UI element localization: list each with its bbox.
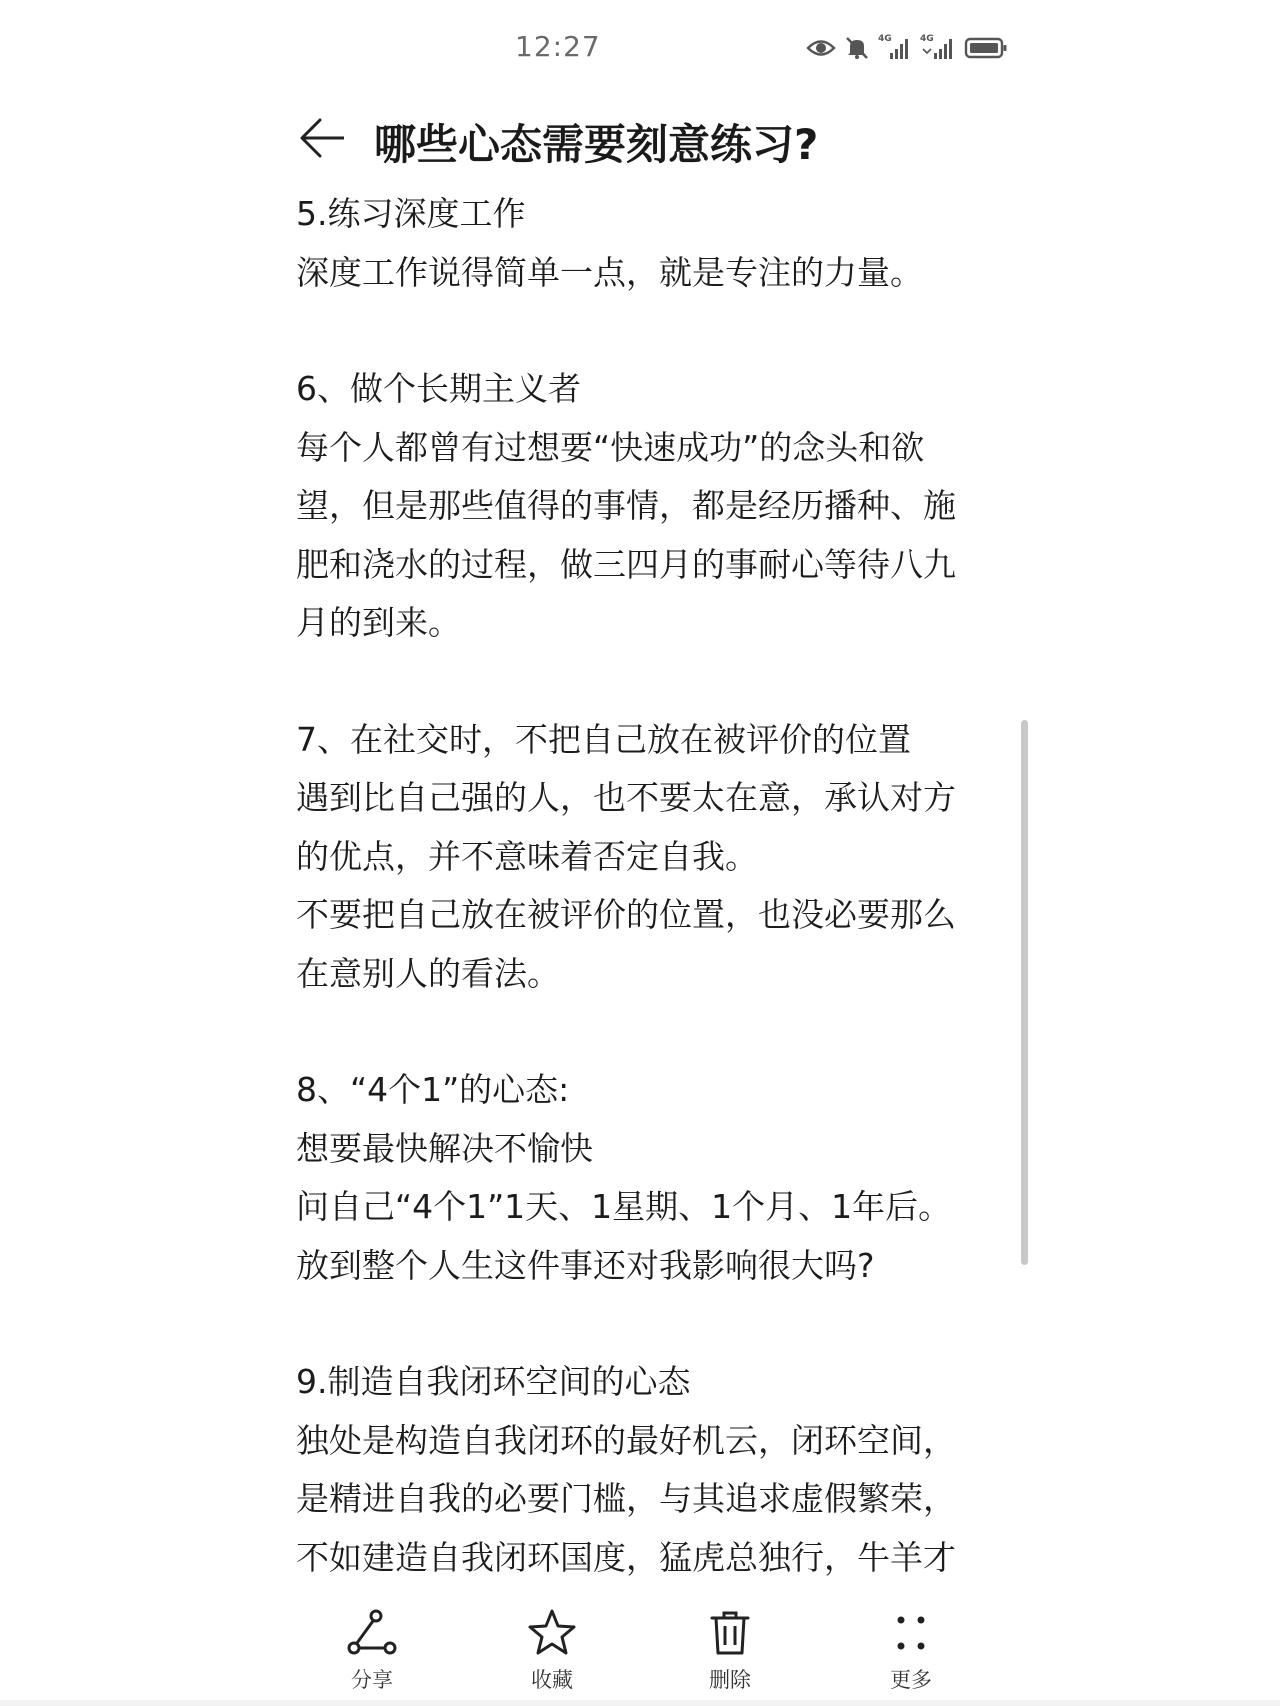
text-line: 每个人都曾有过想要“快速成功”的念头和欲 — [296, 427, 925, 467]
section-heading: 9.制造自我闭环空间的心态 — [296, 1362, 691, 1401]
section-heading: 6、做个长期主义者 — [296, 369, 581, 408]
back-button[interactable] — [296, 112, 348, 164]
status-bar — [0, 0, 1280, 96]
text-line: 遇到比自己强的人，也不要太在意，承认对方 — [296, 778, 956, 817]
bottom-toolbar — [0, 1600, 1280, 1706]
network-type-2: 4G — [920, 34, 934, 44]
eye-icon — [806, 37, 836, 59]
section-heading: 8、“4个1”的心态: — [296, 1070, 570, 1109]
text-line: 在意别人的看法。 — [296, 953, 560, 993]
share-icon — [346, 1608, 398, 1658]
text-line: 的优点，并不意味着否定自我。 — [296, 836, 758, 876]
share-label: 分享 — [351, 1668, 393, 1692]
back-arrow-icon — [296, 149, 348, 168]
section-9 — [296, 1353, 1016, 1585]
text-line: 月的到来。 — [296, 603, 461, 642]
page-title: 哪些心态需要刻意练习? — [374, 120, 819, 169]
status-time: 12:27 — [515, 30, 601, 63]
text-line: 不要把自己放在被评价的位置，也没必要那么 — [296, 895, 956, 934]
section-7 — [296, 711, 1016, 1004]
text-line: 肥和浇水的过程，做三四月的事耐心等待八九 — [296, 544, 956, 584]
scrollbar[interactable] — [1021, 720, 1028, 1265]
battery-icon — [964, 36, 1008, 60]
header — [0, 100, 1280, 180]
favorite-label: 收藏 — [531, 1668, 573, 1692]
signal-icon-1 — [878, 34, 912, 62]
status-icons — [806, 32, 1008, 64]
mute-bell-icon — [844, 35, 870, 61]
text-line: 深度工作说得简单一点，就是专注的力量。 — [296, 252, 923, 292]
bottom-divider — [0, 1700, 1280, 1706]
text-line: 想要最快解决不愉快 — [296, 1128, 593, 1168]
delete-button[interactable] — [670, 1608, 790, 1703]
text-line: 是精进自我的必要门槛，与其追求虚假繁荣， — [296, 1479, 956, 1518]
section-5 — [296, 185, 1016, 302]
text-line: 望，但是那些值得的事情，都是经历播种、施 — [296, 486, 956, 525]
share-button[interactable] — [312, 1608, 432, 1703]
delete-label: 删除 — [709, 1668, 751, 1692]
network-type-1: 4G — [878, 34, 892, 44]
text-line: 独处是构造自我闭环的最好机云，闭环空间， — [296, 1420, 956, 1460]
article-content — [296, 185, 1016, 1585]
more-label: 更多 — [890, 1668, 932, 1692]
section-8 — [296, 1061, 1016, 1295]
trash-icon — [704, 1608, 756, 1658]
favorite-button[interactable] — [492, 1608, 612, 1703]
section-heading: 5.练习深度工作 — [296, 194, 526, 233]
signal-icon-2 — [920, 34, 956, 62]
more-button[interactable] — [851, 1608, 971, 1703]
section-6 — [296, 360, 1016, 653]
text-line: 不如建造自我闭环国度，猛虎总独行，牛羊才 — [296, 1537, 956, 1577]
more-dots-icon — [885, 1608, 937, 1658]
star-icon — [526, 1608, 578, 1658]
text-line: 问自己“4个1”1天、1星期、1个月、1年后。 — [296, 1187, 952, 1226]
section-heading: 7、在社交时，不把自己放在被评价的位置 — [296, 719, 911, 759]
text-line: 放到整个人生这件事还对我影响很大吗? — [296, 1245, 875, 1285]
